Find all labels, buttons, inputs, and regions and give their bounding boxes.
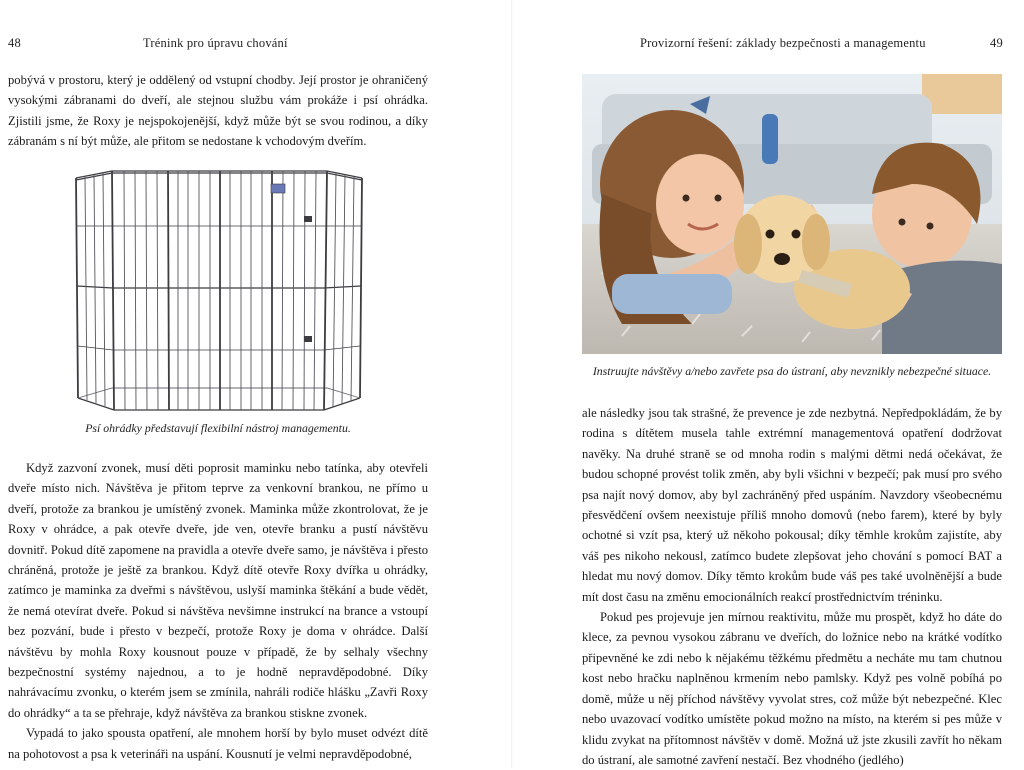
right-photo-caption: Instruujte návštěvy a/nebo zavřete psa do ústraní, aby nevznikly nebezpečné situace. [592,364,992,378]
right-body [582,403,1002,770]
right-paragraph: ale následky jsou tak strašné, že prevence je zde nezbytná. Nepředpokládám, že by rodina s dítětem musela tahle extrémní managementová opatření dodržovat navěky. Na druhé straně se od mnoha rodin s malými dětmi nedá očekávat, že budou schopné provést tolik změn, aby byli všichni v bezpečí; pak musí pro svého psa najít nový domov, aby byl zachráněný před uspáním. Navzdory všeobecnému přesvědčení ovšem neexistuje příliš mnoho domovů (nebo farem), které by byly ochotné si vzít psa, který už někoho pokousal; díky těmhle krokům zajistíte, aby váš pes nikoho nekousl, zatímco budete zlepšovat jeho chování s pomocí BAT a hledat mu nový domov. Díky těmto krokům bude váš pes také uvolněnější a bude mít dost času na změnu emocionálních reakcí prostřednictvím tréninku. [582,406,1002,604]
left-page [0,0,512,768]
left-paragraph: pobývá v prostoru, který je oddělený od vstupní chodby. Její prostor je ohraničený vysokými zábranami do dveří, ale stejnou službu vám prokáže i psí ohrádka. Zjistili jsme, že Roxy je nejspokojenější, když může být se svou rodinou, a díky zábranám s ní být může, ale přitom se nedostane k vchodovým dveřím. [8,73,428,149]
right-page [512,0,1024,768]
dog-pen-image [72,166,366,412]
right-page-number: 49 [990,36,1003,50]
left-page-number: 48 [8,36,21,50]
left-paragraph: Když zazvoní zvonek, musí děti poprosit maminku nebo tatínka, aby otevřeli dveře místo nich. Návštěva je přitom teprve za venkovní brankou, ne přímo u dveří, protože za brankou je umístěný zvonek. Maminka může zkontrolovat, že je Roxy v ohrádce, a pak otevře dveře, jde ven, otevře branku a pustí návštěvu dovnitř. Pokud dítě zapomene na pravidla a otevře dveře samo, je návštěva i přesto chráněná, protože je ještě za brankou. Když dítě otevře Roxy dvířka u ohrádky, zatímco je maminka za dveřmi s návštěvou, uslyší maminka štěkání a bude vědět, že nemá otevírat dveře. Pokud si návštěva nevšimne instrukcí na brance a vstoupí bez pozvání, bude i přesto v bezpečí, protože Roxy je doma v ohrádce. Další návštěvu by mohla Roxy kousnout pouze v případě, že by selhaly všechny bezpečnostní systémy najednou, a to je hodně nepravděpodobné. Díky nahrávacímu zvonku, o kterém jsem se zmínila, nahráli rodiče hlášku „Zavři Roxy do ohrádky“ a ta se přehraje, když návštěva za brankou stiskne zvonek. [8,461,428,720]
right-running-header: Provizorní řešení: základy bezpečnosti a managementu [640,36,926,50]
left-figure-caption: Psí ohrádky představují flexibilní nástroj managementu. [85,421,351,435]
left-running-header: Trénink pro úpravu chování [143,36,288,50]
children-puppy-photo [582,74,1002,354]
left-paragraph: Vypadá to jako spousta opatření, ale mnohem horší by bylo muset odvézt dítě na pohotovost a psa k veterináři na uspání. Kousnutí je velmi nepravděpodobné, [8,726,428,761]
right-paragraph: Pokud pes projevuje jen mírnou reaktivitu, může mu prospět, když ho dáte do klece, za pevnou vysokou zábranu ve dveřích, do ložnice nebo na krátké vodítko připevněné ke zdi nebo k nějakému těžkému předmětu a necháte mu tam chutnou kost nebo hračku naplněnou krmením nebo pamlsky. Když pes volně pobíhá po domě, může u něj příchod návštěvy vyvolat stres, což může být nebezpečné. Klec nebo uvazovací vodítko umístěte pokud možno na místo, na kterém si pes může v klidu zvykat na přítomnost návštěv v domě. Možná už jste zkusili zavřít ho někam do ústraní, ale samotné zavření nestačí. Bez vhodného (jedlého) [582,610,1002,767]
left-body [8,458,428,764]
left-para-top [8,70,428,152]
